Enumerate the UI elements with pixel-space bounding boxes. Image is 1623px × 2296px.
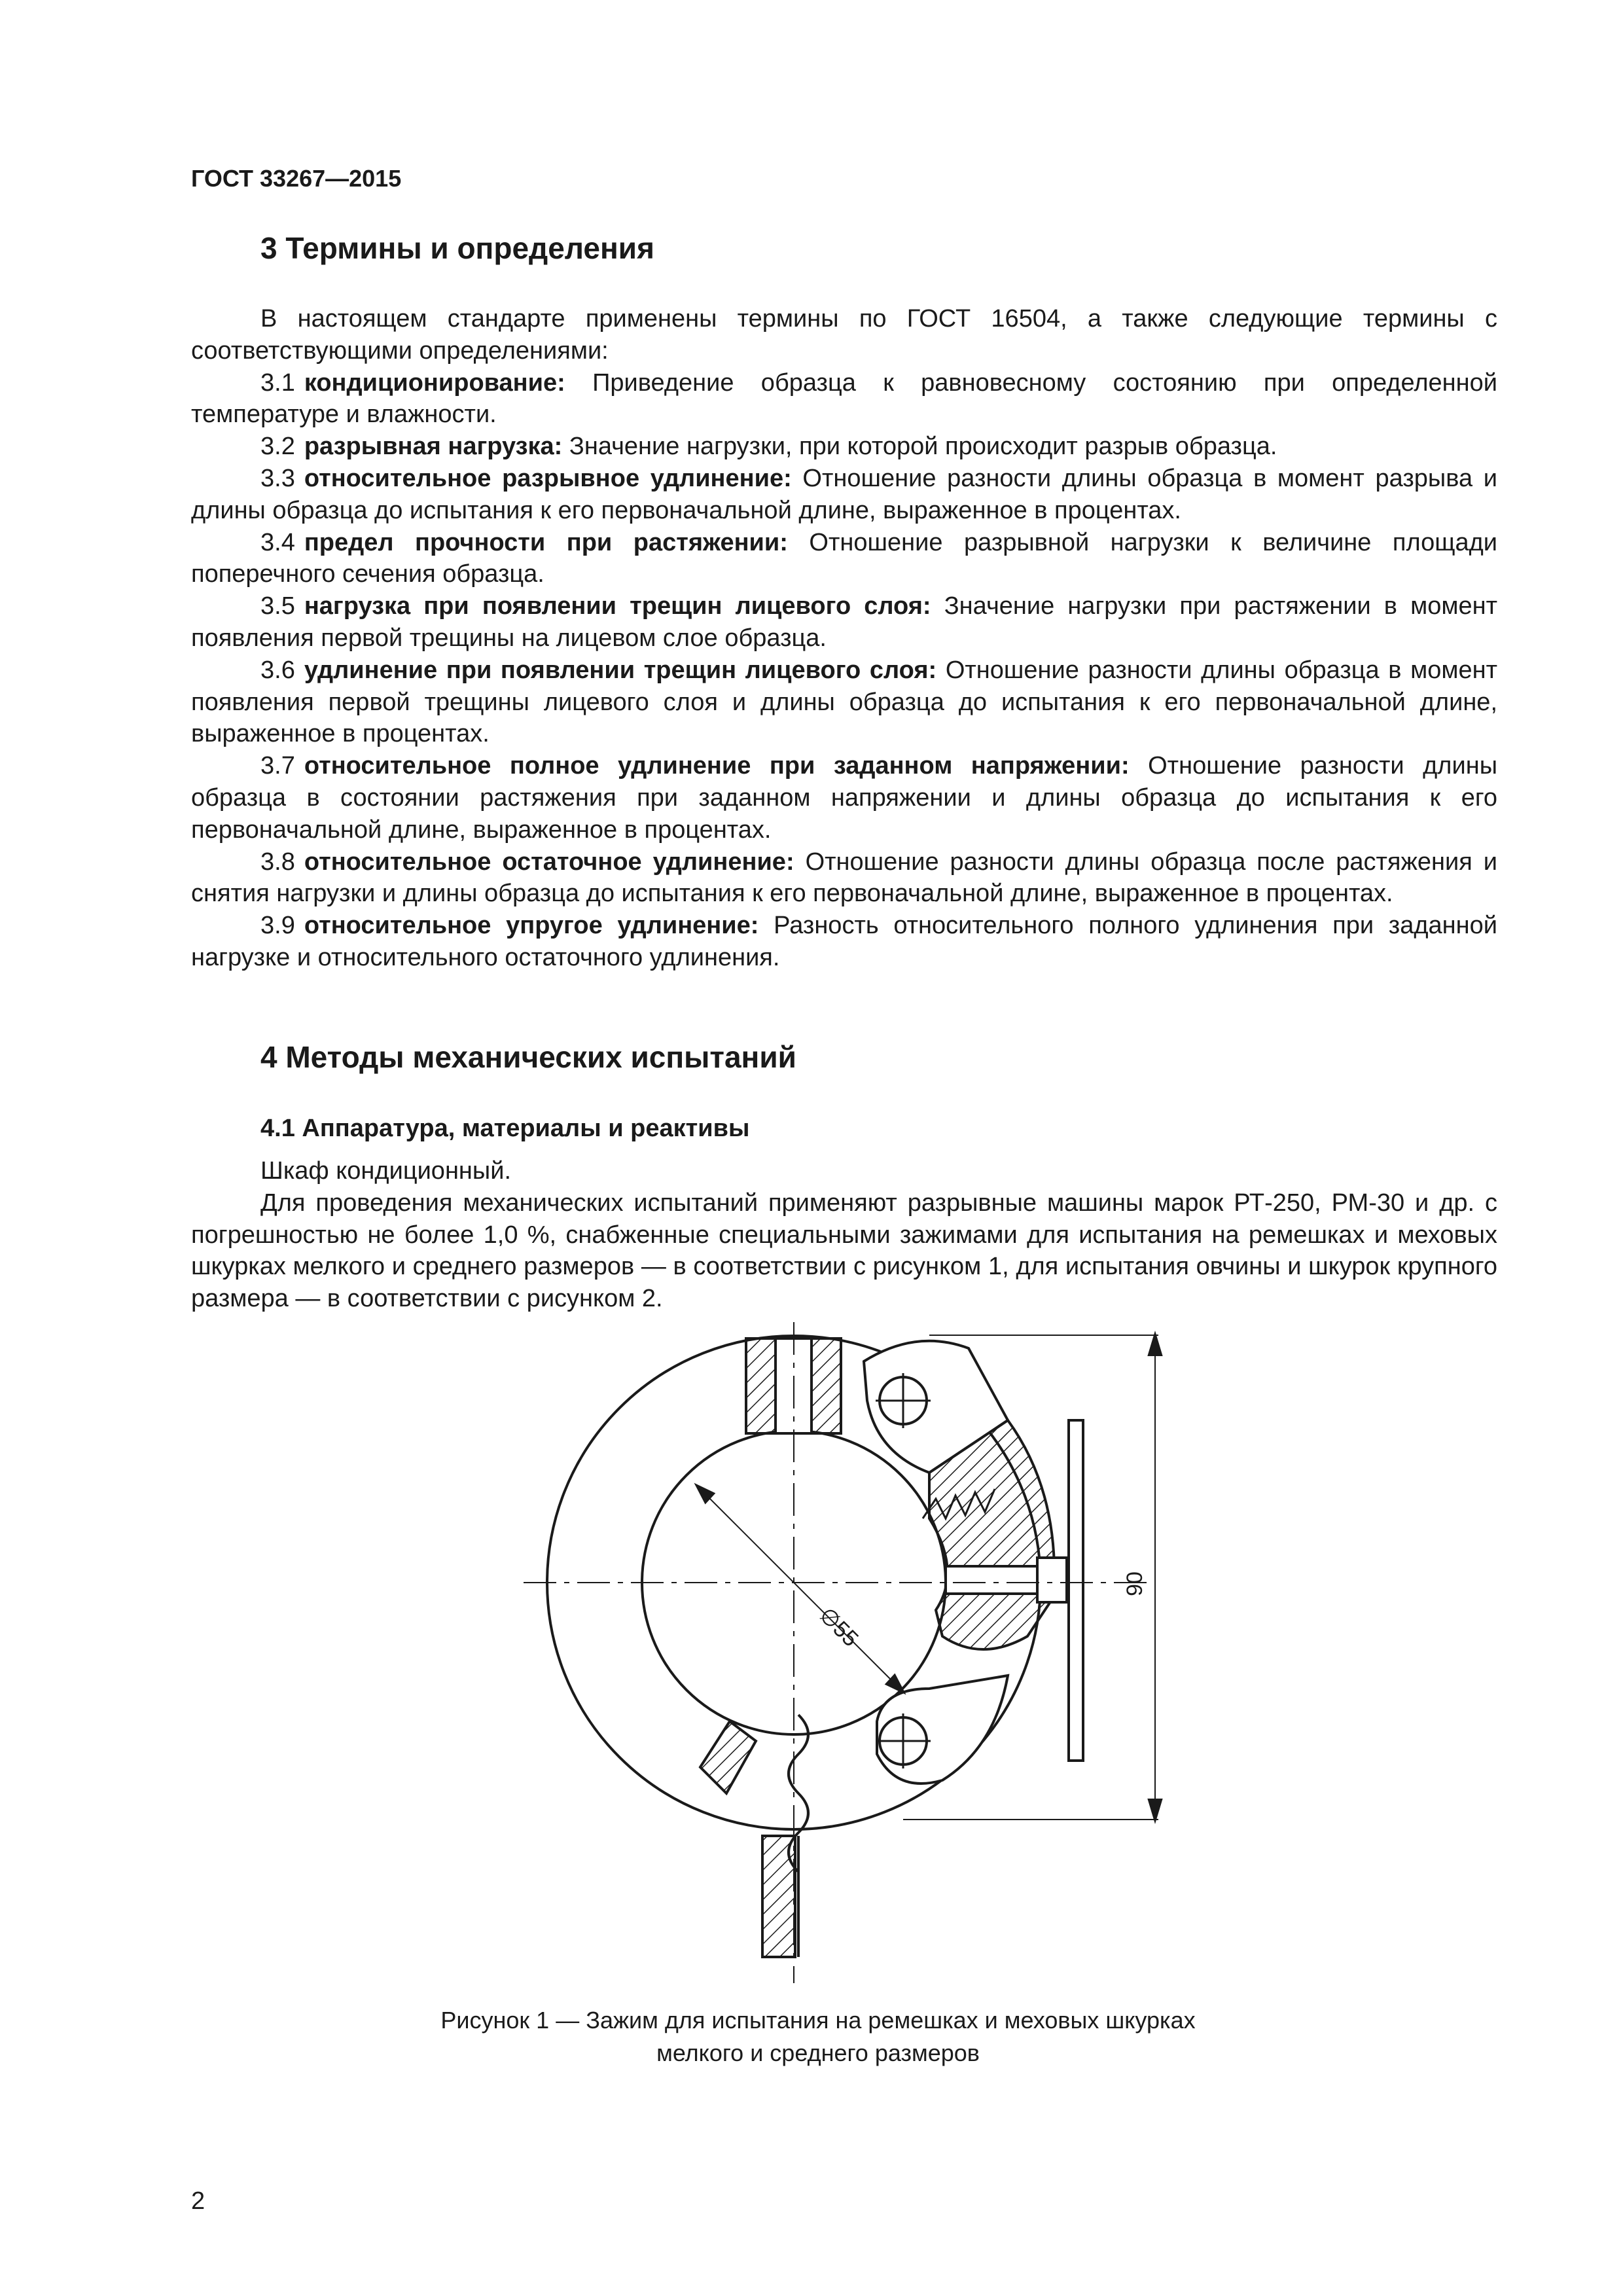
section-3-body [191,303,1497,974]
term-definition: Приведение образца к равновесному состоянию при определенной температуре и влажности. [191,368,1497,429]
top-slot-hatch-right [812,1338,841,1433]
term-name: нагрузка при появлении трещин лицевого слоя: [304,592,931,620]
term-3-6 [191,655,1497,750]
caption-line-1: Рисунок 1 — Зажим для испытания на ремешках и меховых шкурках [440,2007,1196,2034]
term-definition: Отношение разрывной нагрузки к величине площади поперечного сечения образца. [191,528,1498,588]
term-definition: Отношение разности длины образца после растяжения и снятия нагрузки и длины образца до испытания к его первоначальной длине, выраженное в процентах. [191,848,1498,908]
term-3-4 [191,527,1497,591]
term-name: относительное полное удлинение при заданном напряжении: [304,752,1130,780]
top-slot-hatch-left [746,1338,776,1433]
term-name: разрывная нагрузка: [304,433,563,461]
term-name: кондиционирование: [304,368,565,397]
term-definition: Разность относительного полного удлинения при заданной нагрузке и относительного остаточного удлинения. [191,912,1497,971]
term-name: относительное остаточное удлинение: [304,848,794,876]
term-definition: Отношение разности длины образца в состоянии растяжения при заданном напряжении и длины образца до испытания к его первоначальной длине, выраженное в процентах. [191,752,1498,844]
caption-line-2: мелкого и среднего размеров [656,2039,980,2066]
screw-shaft [946,1566,1037,1594]
term-name: предел прочности при растяжении: [304,528,788,556]
term-number: 3.8 [260,848,295,876]
clamp-figure [510,1322,1178,1990]
t-handle-bar [1069,1420,1083,1761]
paragraph-machines: Для проведения механических испытаний применяют разрывные машины марок РТ-250, РМ-30 и др. с погрешностью не более 1,0 %, снабженные специальными зажимами для испытания на ремешках и меховых шкурках мелкого и среднего размеров — в соответствии с рисунком 1, для испытания овчины и шкурок крупного размера — в соответствии с рисунком 2. [191,1189,1497,1313]
figure-caption [393,2004,1243,2070]
term-name: относительное упругое удлинение: [304,912,759,940]
subsection-4-1-heading: 4.1 Аппаратура, материалы и реактивы [260,1115,750,1142]
term-number: 3.1 [260,368,295,397]
section-3-heading: 3 Термины и определения [260,231,654,265]
lower-left-slot [700,1721,756,1793]
diameter-label: ∅55 [814,1602,863,1652]
term-number: 3.5 [260,592,295,620]
term-definition: Отношение разности длины образца в момент появления первой трещины лицевого слоя и длины образца до испытания к его первоначальной длине, выраженное в процентах. [191,656,1497,748]
standard-header: ГОСТ 33267—2015 [191,165,402,192]
paragraph-cabinet: Шкаф кондиционный. [260,1157,512,1185]
term-number: 3.2 [260,433,295,461]
term-3-9 [191,910,1497,974]
screw-head [1037,1558,1067,1602]
term-definition: Значение нагрузки, при которой происходит разрыв образца. [569,433,1277,461]
term-number: 3.9 [260,912,295,940]
term-3-2 [191,431,1497,463]
section-3-intro: В настоящем стандарте применены термины по ГОСТ 16504, а также следующие термины с соответствующими определениями: [191,305,1497,365]
section-4-heading: 4 Методы механических испытаний [260,1040,796,1074]
lower-holder-hatch [762,1836,795,1957]
term-3-3 [191,463,1497,527]
term-name: удлинение при появлении трещин лицевого слоя: [304,656,937,684]
term-3-1 [191,367,1497,431]
term-number: 3.6 [260,656,295,684]
term-3-7 [191,750,1497,846]
term-name: относительное разрывное удлинение: [304,464,792,492]
term-number: 3.3 [260,464,295,492]
term-3-8 [191,846,1497,910]
height-arrow-bottom [1149,1800,1161,1820]
term-number: 3.7 [260,752,295,780]
term-definition: Значение нагрузки при растяжении в момент появления первой трещины на лицевом слое образца. [191,592,1497,652]
term-3-5 [191,590,1497,655]
section-4-body [191,1155,1497,1315]
term-definition: Отношение разности длины образца в момент разрыва и длины образца до испытания к его первоначальной длине, выраженное в процентах. [191,464,1497,524]
height-label: 90 [1122,1571,1147,1596]
height-arrow-top [1149,1335,1161,1355]
term-number: 3.4 [260,528,295,556]
page-number: 2 [191,2187,205,2215]
